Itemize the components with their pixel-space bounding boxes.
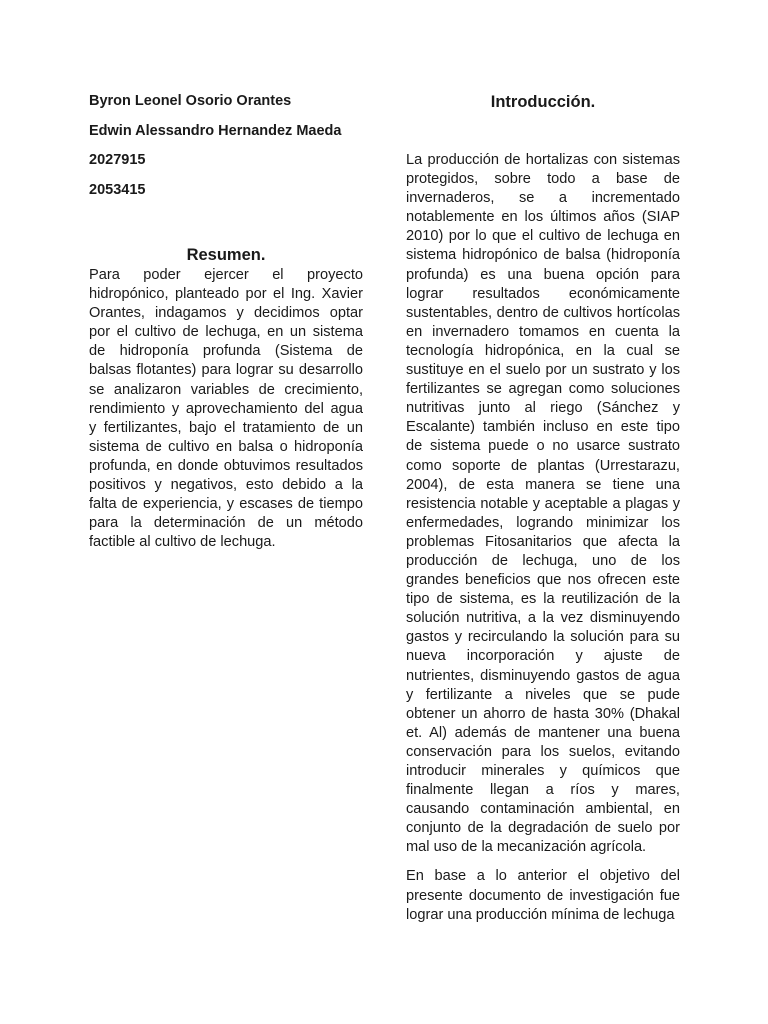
resumen-heading: Resumen.	[186, 246, 266, 264]
author-id-1: 2027915	[89, 152, 146, 168]
author-block	[89, 91, 379, 209]
author-name-2: Edwin Alessandro Hernandez Maeda	[89, 122, 342, 139]
introduccion-section	[406, 151, 680, 925]
resumen-paragraph: Para poder ejercer el proyecto hidropónico, planteado por el Ing. Xavier Orantes, indagamos y decidimos optar por el cultivo de lechuga, en un sistema de hidroponía profunda (Sistema de balsas flotantes) para lograr su desarrollo se analizaron variables de crecimiento, rendimiento y aprovechamiento del agua y fertilizantes, bajo el tratamiento de un sistema de cultivo en balsa o hidroponía profunda, en donde obtuvimos resultados positivos y negativos, esto debido a la falta de experiencia, y escases de tiempo para la determinación de un método factible al cultivo de lechuga.	[89, 267, 363, 551]
introduccion-heading: Introducción.	[490, 93, 596, 111]
introduccion-paragraph-2: En base a lo anterior el objetivo del presente documento de investigación fue lograr una producción mínima de lechuga	[406, 868, 680, 923]
author-id-2: 2053415	[89, 181, 146, 198]
resumen-section	[89, 266, 363, 552]
introduccion-paragraph-1: La producción de hortalizas con sistemas protegidos, sobre todo a base de invernaderos, se a incrementado notablemente en los últimos años (SIAP 2010) por lo que el cultivo de lechuga en sistema hidropónico de balsa (hidroponía profunda) es una buena opción para lograr resultados económicamente sustentables, dentro de cultivos hortícolas en invernadero tomamos en cuenta la tecnología hidropónica, en la cual se sustituye en el suelo por un sustrato y los fertilizantes se agregan como soluciones nutritivas junto al riego (Sánchez y Escalante) también incluso en este tipo de sistema puede o no usarce sustrato como soporte de plantas (Urrestarazu, 2004), de esta manera se tiene una resistencia notable y aceptable a plagas y enfermedades, logrando minimizar los problemas Fitosanitarios que afecta la producción de lechuga, uno de los grandes beneficios que nos ofrecen este tipo de sistema, es la reutilización de la solución nutritiva, a la vez disminuyendo gastos y recirculando la solución para su nueva incorporación y ajuste de nutrientes, disminuyendo gastos de agua y fertilizante a niveles que se pude obtener un ahorro de hasta 30% (Dhakal et. Al) además de mantener una buena conservación para los suelos, evitando introducir minerales y químicos que finalmente llegan a ríos y mares, causando contaminación ambiental, en conjunto de la degradación de suelo por mal uso de la mecanización agrícola.	[406, 152, 680, 856]
author-name-1: Byron Leonel Osorio Orantes	[89, 93, 292, 109]
